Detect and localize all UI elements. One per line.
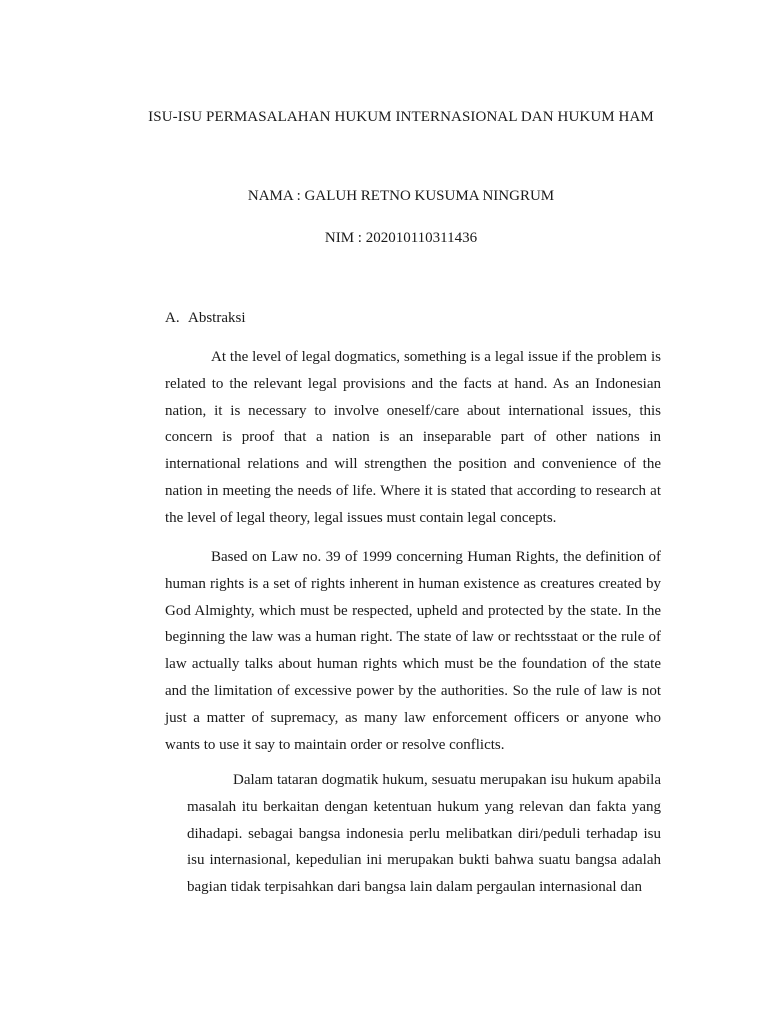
paragraph-english-2: Based on Law no. 39 of 1999 concerning Human Rights, the definition of human rights is a set of rights inherent in human existence as creatures created by God Almighty, which must be respected, upheld and protected by the state. In the beginning the law was a human right. The state of law or rechtsstaat or the rule of law actually talks about human rights which must be the foundation of the state and the limitation of excessive power by the authorities. So the rule of law is not just a matter of supremacy, as many law enforcement officers or anyone who wants to use it say to maintain order or resolve conflicts. <box>165 549 661 753</box>
section-marker: A. <box>165 310 180 326</box>
document-title: ISU-ISU PERMASALAHAN HUKUM INTERNASIONAL DAN HUKUM HAM <box>148 109 654 125</box>
student-id-line: NIM : 202010110311436 <box>324 230 478 246</box>
paragraph-english-1: At the level of legal dogmatics, something is a legal issue if the problem is related to the relevant legal provisions and the facts at hand. As an Indonesian nation, it is necessary to involve oneself/care about international issues, this concern is proof that a nation is an inseparable part of other nations in international relations and will strengthen the position and convenience of the nation in meeting the needs of life. Where it is stated that according to research at the level of legal theory, legal issues must contain legal concepts. <box>165 349 661 526</box>
section-heading <box>165 310 246 327</box>
author-name-line: NAMA : GALUH RETNO KUSUMA NINGRUM <box>247 188 555 204</box>
section-heading-text: Abstraksi <box>188 310 246 326</box>
paragraph-indonesian-1: Dalam tataran dogmatik hukum, sesuatu merupakan isu hukum apabila masalah itu berkaitan dengan ketentuan hukum yang relevan dan fakta yang dihadapi. sebagai bangsa indonesia perlu melibatkan diri/peduli terhadap isu isu internasional, kepedulian ini merupakan bukti bahwa suatu bangsa adalah bagian tidak terpisahkan dari bangsa lain dalam pergaulan internasional dan <box>187 772 661 896</box>
